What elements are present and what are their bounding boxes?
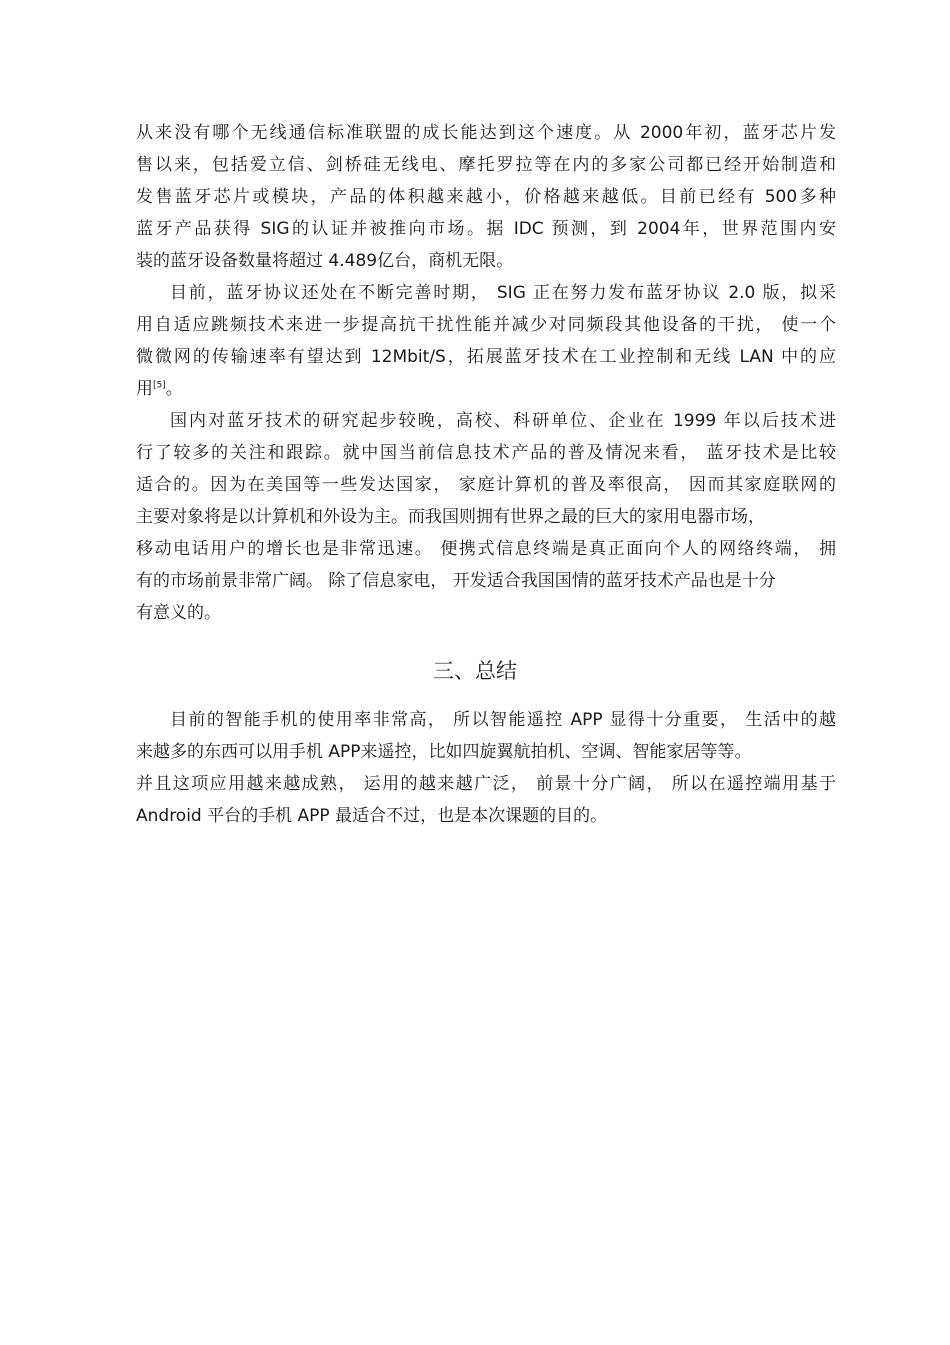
paragraph-1-line-5: 装的蓝牙设备数量将超过 4.489亿台，商机无限。 bbox=[136, 251, 514, 271]
paragraph-3-line-3: 适合的。因为在美国等一些发达国家， 家庭计算机的普及率很高， 因而其家庭联网的 bbox=[136, 475, 836, 495]
paragraph-3-line-2: 行了较多的关注和跟踪。就中国当前信息技术产品的普及情况来看， 蓝牙技术是比较 bbox=[136, 443, 836, 463]
paragraph-2-line-3: 微微网的传输速率有望达到 12Mbit/S，拓展蓝牙技术在工业控制和无线 LAN 中的应 bbox=[136, 347, 836, 367]
paragraph-3-line-6: 有的市场前景非常广阔。 除了信息家电， 开发适合我国国情的蓝牙技术产品也是十分 bbox=[136, 571, 776, 591]
citation-marker: [5] bbox=[153, 380, 166, 391]
summary-line-4: Android 平台的手机 APP 最适合不过，也是本次课题的目的。 bbox=[136, 806, 608, 826]
paragraph-2-line-4 bbox=[136, 373, 836, 405]
paragraph-2-line-4-tail: 。 bbox=[165, 379, 183, 399]
paragraph-1-line-2: 售以来，包括爱立信、剑桥硅无线电、摩托罗拉等在内的多家公司都已经开始制造和 bbox=[136, 155, 836, 175]
paragraph-3-line-7: 有意义的。 bbox=[136, 603, 221, 623]
section-heading: 三、总结 bbox=[433, 659, 517, 683]
paragraph-3-line-5: 移动电话用户的增长也是非常迅速。 便携式信息终端是真正面向个人的网络终端， 拥 bbox=[136, 539, 836, 559]
summary-line-3: 并且这项应用越来越成熟， 运用的越来越广泛， 前景十分广阔， 所以在遥控端用基于 bbox=[136, 774, 836, 794]
paragraph-1-line-1: 从来没有哪个无线通信标准联盟的成长能达到这个速度。从 2000年初，蓝牙芯片发 bbox=[136, 123, 836, 143]
paragraph-2-line-2: 用自适应跳频技术来进一步提高抗干扰性能并减少对同频段其他设备的干扰， 使一个 bbox=[136, 315, 836, 335]
summary-line-1: 目前的智能手机的使用率非常高， 所以智能遥控 APP 显得十分重要， 生活中的越 bbox=[170, 710, 836, 730]
paragraph-2-line-1: 目前，蓝牙协议还处在不断完善时期， SIG 正在努力发布蓝牙协议 2.0 版，拟采 bbox=[170, 283, 836, 303]
paragraph-1-line-4: 蓝牙产品获得 SIG的认证并被推向市场。据 IDC 预测，到 2004年，世界范围内安 bbox=[136, 219, 836, 239]
summary-line-2: 来越多的东西可以用手机 APP来遥控，比如四旋翼航拍机、空调、智能家居等等。 bbox=[136, 742, 752, 762]
paragraph-1-line-3: 发售蓝牙芯片或模块，产品的体积越来越小，价格越来越低。目前已经有 500多种 bbox=[136, 187, 836, 207]
paragraph-3-line-1: 国内对蓝牙技术的研究起步较晚，高校、科研单位、企业在 1999 年以后技术进 bbox=[170, 411, 836, 431]
paragraph-3-line-4: 主要对象将是以计算机和外设为主。而我国则拥有世界之最的巨大的家用电器市场， bbox=[136, 507, 765, 527]
paragraph-2-line-4-text: 用 bbox=[136, 379, 153, 399]
